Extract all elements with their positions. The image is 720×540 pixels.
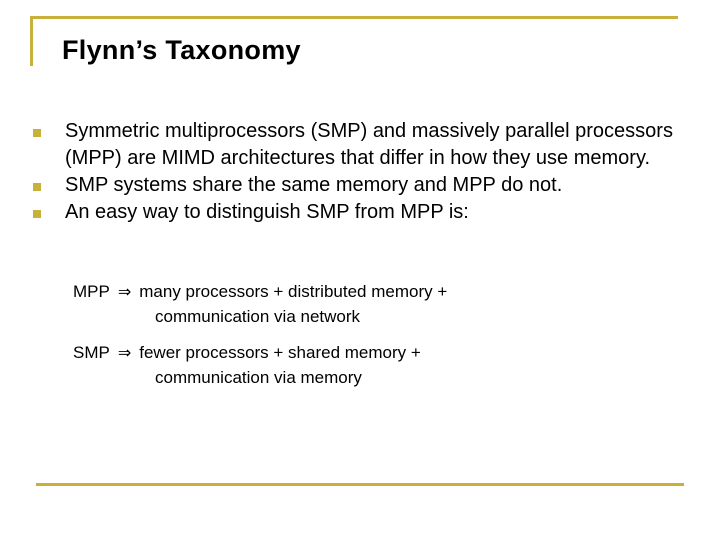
mpp-term: MPP bbox=[73, 282, 110, 301]
square-bullet-icon bbox=[33, 183, 41, 191]
square-bullet-icon bbox=[33, 129, 41, 137]
implies-arrow-icon: ⇒ bbox=[117, 282, 132, 301]
square-bullet-icon bbox=[33, 210, 41, 218]
bullet-item bbox=[33, 118, 673, 172]
bullet-text: An easy way to distinguish SMP from MPP is: bbox=[65, 201, 469, 223]
smp-line-2: communication via memory bbox=[155, 368, 362, 387]
mpp-description: many processors + distributed memory + bbox=[139, 282, 448, 301]
bullet-item bbox=[33, 172, 673, 199]
bottom-border-line bbox=[36, 483, 684, 486]
left-border-line bbox=[30, 16, 33, 66]
smp-definition bbox=[73, 340, 633, 390]
top-border-line bbox=[30, 16, 678, 19]
bullet-item bbox=[33, 199, 673, 226]
mpp-line-1 bbox=[73, 279, 633, 304]
mpp-line-2: communication via network bbox=[155, 307, 361, 326]
implies-arrow-icon: ⇒ bbox=[117, 343, 132, 362]
smp-term: SMP bbox=[73, 343, 110, 362]
bullet-text: Symmetric multiprocessors (SMP) and massively parallel processors (MPP) are MIMD architectures that differ in how they use memory. bbox=[65, 120, 673, 169]
slide-title: Flynn’s Taxonomy bbox=[62, 35, 301, 65]
bullet-list bbox=[33, 118, 673, 226]
bullet-text: SMP systems share the same memory and MPP do not. bbox=[65, 174, 563, 196]
mpp-definition bbox=[73, 279, 633, 329]
smp-line-1 bbox=[73, 340, 633, 365]
smp-description: fewer processors + shared memory + bbox=[139, 343, 421, 362]
